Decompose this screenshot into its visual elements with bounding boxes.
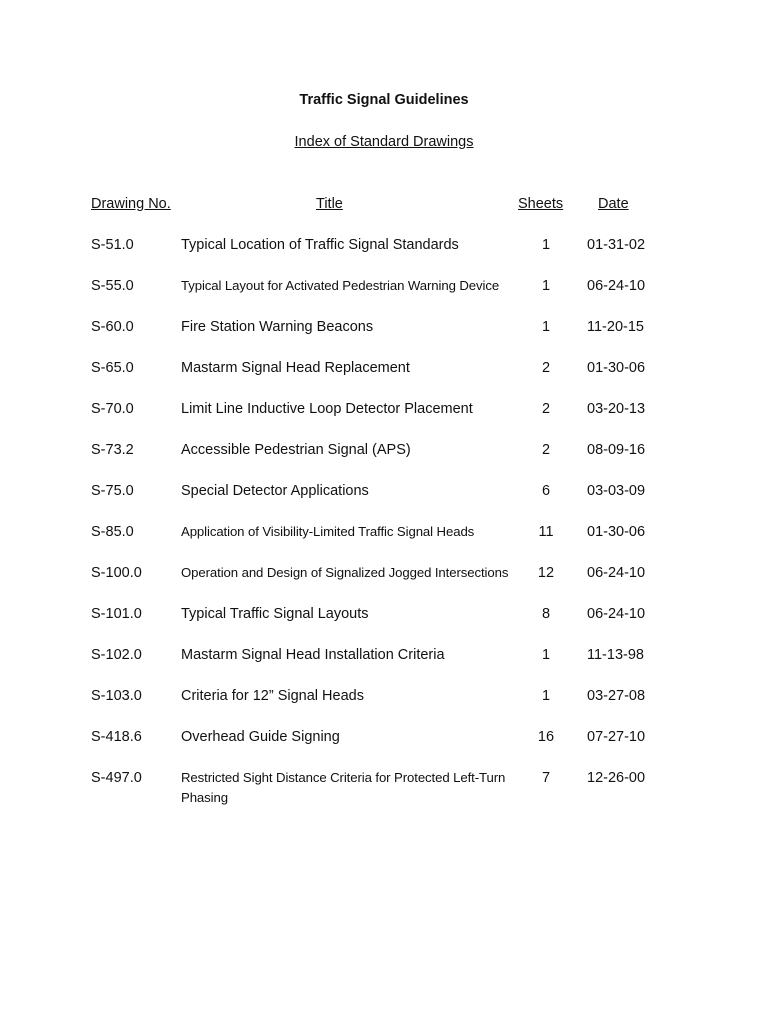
drawing-title: Criteria for 12” Signal Heads <box>181 688 364 704</box>
drawing-number: S-75.0 <box>91 483 134 499</box>
drawing-number: S-60.0 <box>91 319 134 335</box>
sheet-count: 11 <box>538 524 554 540</box>
sheet-count: 1 <box>541 237 551 253</box>
table-row <box>0 563 768 604</box>
drawing-date: 07-27-10 <box>587 729 646 745</box>
drawing-number: S-101.0 <box>91 606 142 622</box>
sheet-count: 1 <box>541 278 551 294</box>
drawing-number: S-103.0 <box>91 688 142 704</box>
drawing-date: 01-30-06 <box>587 360 646 376</box>
sheet-count: 1 <box>541 688 551 704</box>
drawing-number: S-70.0 <box>91 401 134 417</box>
drawing-number: S-51.0 <box>91 237 134 253</box>
table-row <box>0 481 768 522</box>
drawing-title: Mastarm Signal Head Replacement <box>181 360 410 376</box>
drawing-title: Typical Layout for Activated Pedestrian Warning Device <box>181 278 500 293</box>
drawing-number: S-102.0 <box>91 647 142 663</box>
drawing-date: 01-31-02 <box>587 237 646 253</box>
drawing-date: 06-24-10 <box>587 565 646 581</box>
table-row <box>0 604 768 645</box>
drawing-date: 01-30-06 <box>587 524 646 540</box>
drawing-title: Mastarm Signal Head Installation Criteria <box>181 647 445 663</box>
drawing-date: 03-20-13 <box>587 401 646 417</box>
sheet-count: 6 <box>541 483 551 499</box>
table-row <box>0 768 768 818</box>
header-date: Date <box>598 196 629 212</box>
header-sheets: Sheets <box>518 196 564 212</box>
drawing-number: S-55.0 <box>91 278 134 294</box>
table-row <box>0 522 768 563</box>
table-row <box>0 645 768 686</box>
drawing-title: Overhead Guide Signing <box>181 729 340 745</box>
table-row <box>0 727 768 768</box>
drawing-number: S-65.0 <box>91 360 134 376</box>
table-row <box>0 276 768 317</box>
header-drawing-no: Drawing No. <box>91 196 171 212</box>
drawing-date: 11-20-15 <box>587 319 644 335</box>
drawing-date: 06-24-10 <box>587 606 646 622</box>
sheet-count: 1 <box>541 647 551 663</box>
drawing-title: Operation and Design of Signalized Jogged Intersections <box>181 565 509 580</box>
drawing-number: S-497.0 <box>91 770 142 786</box>
sheet-count: 12 <box>537 565 555 581</box>
drawing-title: Application of Visibility-Limited Traffic Signal Heads <box>181 524 475 539</box>
drawing-date: 06-24-10 <box>587 278 646 294</box>
drawing-date: 03-03-09 <box>587 483 646 499</box>
drawing-title: Fire Station Warning Beacons <box>181 319 374 335</box>
sheet-count: 2 <box>541 401 551 417</box>
header-title: Title <box>316 196 343 212</box>
drawing-index-table <box>0 235 768 818</box>
table-row <box>0 686 768 727</box>
sheet-count: 1 <box>541 319 551 335</box>
drawing-title: Limit Line Inductive Loop Detector Placement <box>181 401 473 417</box>
page-subtitle: Index of Standard Drawings <box>294 134 474 150</box>
drawing-number: S-85.0 <box>91 524 134 540</box>
table-row <box>0 358 768 399</box>
sheet-count: 16 <box>537 729 555 745</box>
drawing-date: 08-09-16 <box>587 442 646 458</box>
page-title: Traffic Signal Guidelines <box>299 92 469 108</box>
drawing-title: Typical Traffic Signal Layouts <box>181 606 369 622</box>
drawing-title: Typical Location of Traffic Signal Standards <box>181 237 459 253</box>
drawing-date: 12-26-00 <box>587 770 646 786</box>
sheet-count: 2 <box>541 360 551 376</box>
drawing-number: S-73.2 <box>91 442 134 458</box>
drawing-date: 03-27-08 <box>587 688 646 704</box>
drawing-title: Accessible Pedestrian Signal (APS) <box>181 442 411 458</box>
drawing-number: S-418.6 <box>91 729 142 745</box>
table-row <box>0 317 768 358</box>
sheet-count: 8 <box>541 606 551 622</box>
table-row <box>0 440 768 481</box>
table-row <box>0 235 768 276</box>
table-row <box>0 399 768 440</box>
drawing-date: 11-13-98 <box>587 647 644 663</box>
drawing-title: Special Detector Applications <box>181 483 369 499</box>
sheet-count: 7 <box>541 770 551 786</box>
sheet-count: 2 <box>541 442 551 458</box>
drawing-number: S-100.0 <box>91 565 142 581</box>
drawing-title: Restricted Sight Distance Criteria for Protected Left-Turn Phasing <box>181 770 506 805</box>
